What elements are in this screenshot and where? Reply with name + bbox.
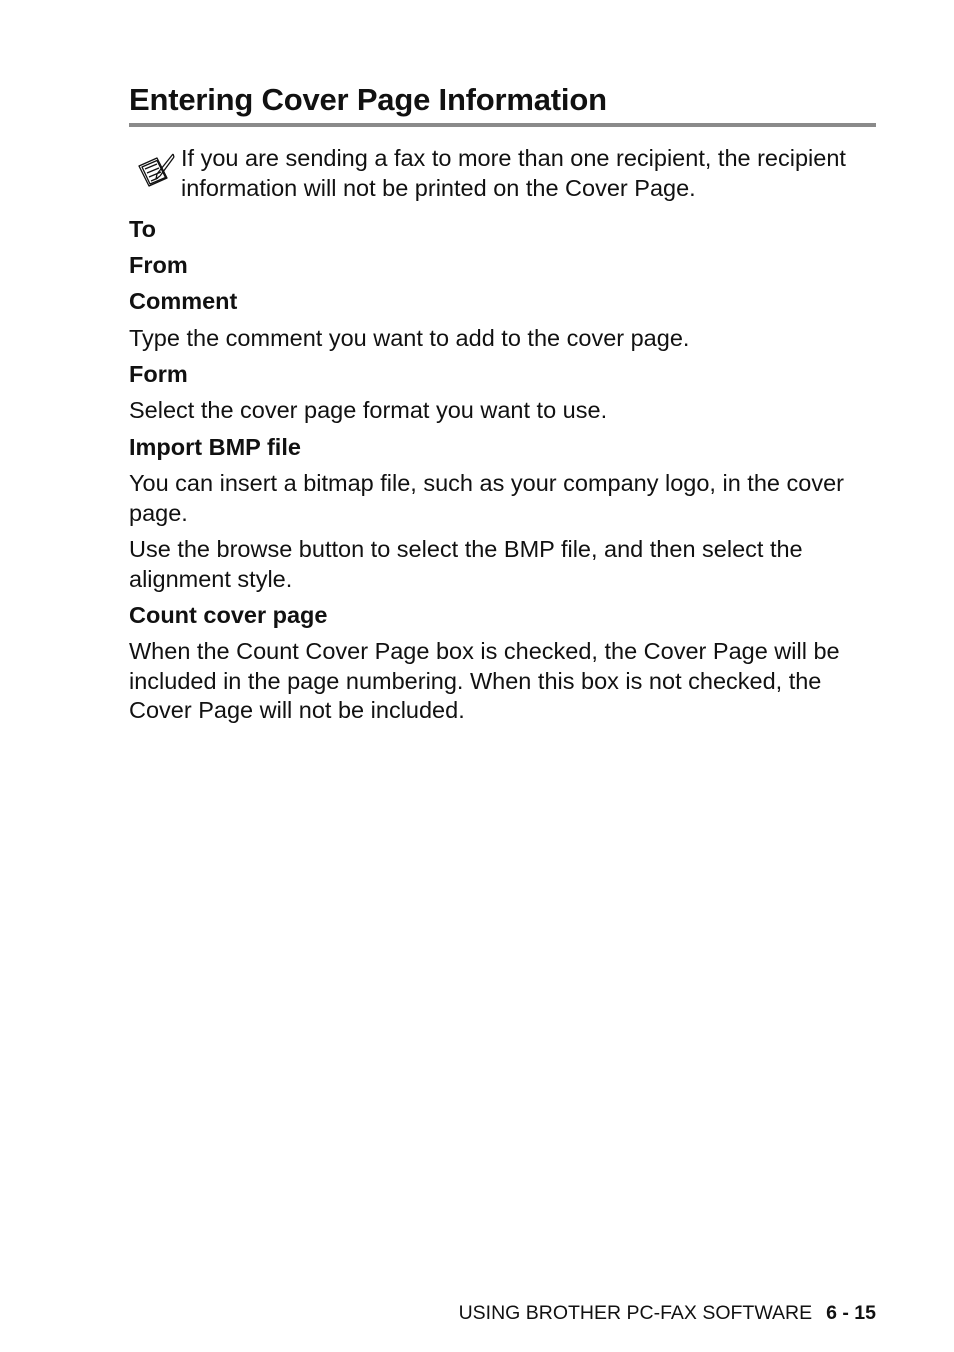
note-text: If you are sending a fax to more than one recipient, the recipient information will not be printed on the Cover Page. [181, 145, 846, 201]
title-rule [129, 123, 876, 127]
import-bmp-description: You can insert a bitmap file, such as your company logo, in the cover page. [129, 470, 844, 526]
page-footer [459, 1300, 876, 1326]
heading-form: Form [129, 361, 188, 387]
heading-comment: Comment [129, 288, 238, 314]
form-description: Select the cover page format you want to use. [129, 397, 608, 423]
count-cover-page-description: When the Count Cover Page box is checked, the Cover Page will be included in the page numbering. When this box is not checked, the Cover Page will not be included. [129, 638, 840, 723]
heading-from: From [129, 252, 188, 278]
heading-count-cover-page: Count cover page [129, 602, 328, 628]
page-title: Entering Cover Page Information [129, 82, 607, 117]
comment-description: Type the comment you want to add to the cover page. [129, 325, 690, 351]
footer-chapter-title: USING BROTHER PC-FAX SOFTWARE [458, 1302, 813, 1324]
import-bmp-browse-description: Use the browse button to select the BMP file, and then select the alignment style. [129, 536, 803, 592]
note-pencil-icon [137, 152, 175, 190]
footer-page-number: 6 - 15 [826, 1302, 876, 1324]
heading-import-bmp: Import BMP file [129, 434, 301, 460]
heading-to: To [129, 216, 156, 242]
